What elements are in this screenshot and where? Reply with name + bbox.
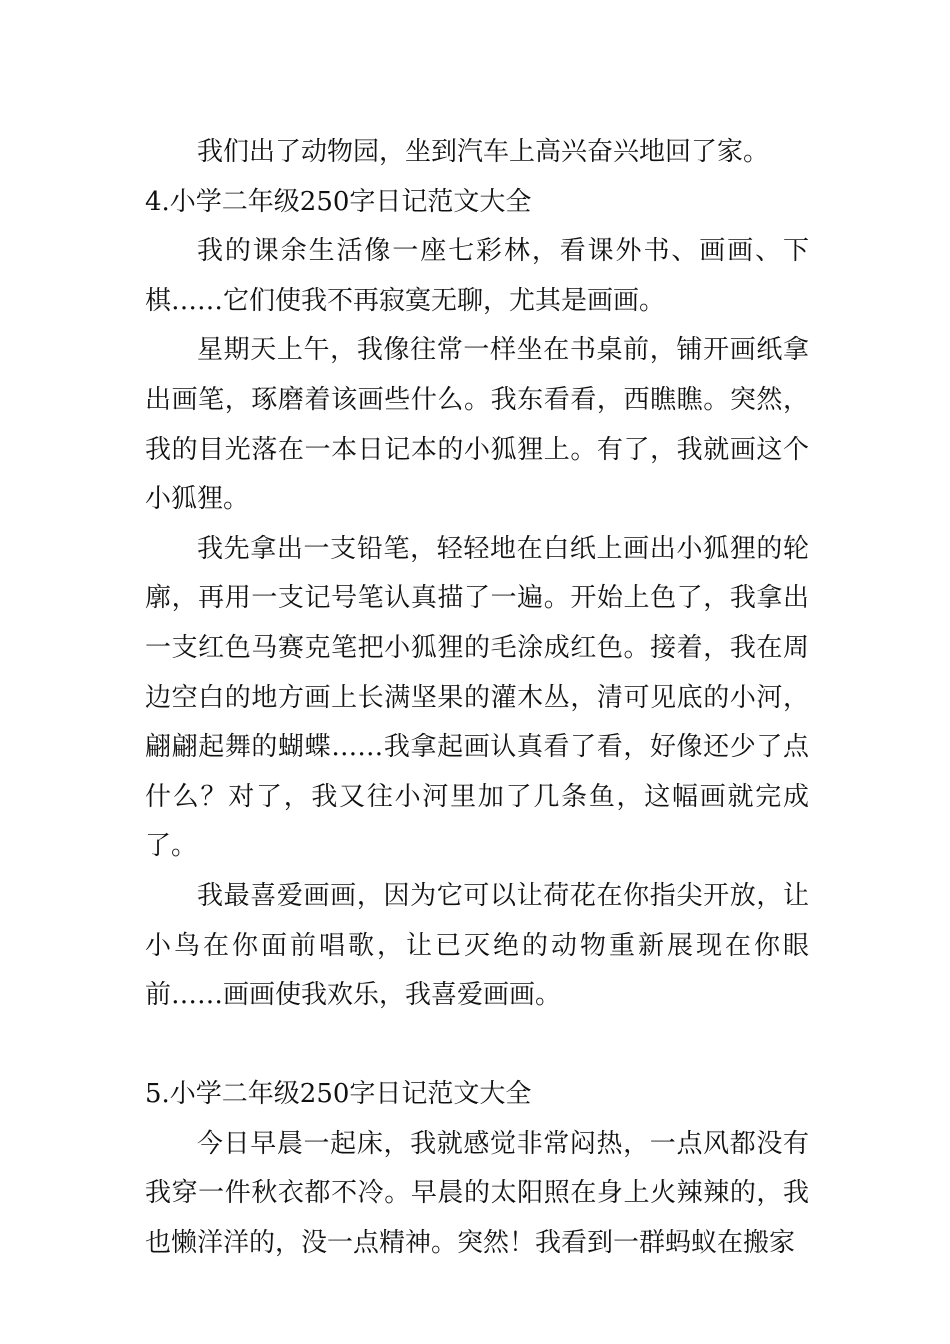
paragraph-zoo-return: 我们出了动物园，坐到汽车上高兴奋兴地回了家。 [197,137,770,167]
document-body [145,128,809,1269]
paragraph-sunday-morning: 星期天上午，我像往常一样坐在书桌前，铺开画纸拿出画笔，琢磨着该画些什么。我东看看，西瞧瞧。突然，我的目光落在一本日记本的小狐狸上。有了，我就画这个小狐狸。 [145,335,809,515]
paragraph-hot-morning: 今日早晨一起床，我就感觉非常闷热，一点风都没有我穿一件秋衣都不冷。早晨的太阳照在身上火辣辣的，我也懒洋洋的，没一点精神。突然！我看到一群蚂蚁在搬家 [145,1128,809,1259]
paragraph-love-drawing: 我最喜爱画画，因为它可以让荷花在你指尖开放，让小鸟在你面前唱歌，让已灭绝的动物重新展现在你眼前……画画使我欢乐，我喜爱画画。 [145,880,809,1011]
paragraph-drawing-fox: 我先拿出一支铅笔，轻轻地在白纸上画出小狐狸的轮廓，再用一支记号笔认真描了一遍。开始上色了，我拿出一支红色马赛克笔把小狐狸的毛涂成红色。接着，我在周边空白的地方画上长满坚果的灌木丛，清可见底的小河，翩翩起舞的蝴蝶……我拿起画认真看了看，好像还少了点什么？对了，我又往小河里加了几条鱼，这幅画就完成了。 [145,533,809,862]
section-heading-5: 5.小学二年级250字日记范文大全 [145,1079,532,1110]
section-spacer [145,1021,809,1071]
paragraph-hobbies: 我的课余生活像一座七彩林，看课外书、画画、下棋……它们使我不再寂寞无聊，尤其是画画。 [145,236,809,316]
section-heading-4: 4.小学二年级250字日记范文大全 [145,186,532,217]
